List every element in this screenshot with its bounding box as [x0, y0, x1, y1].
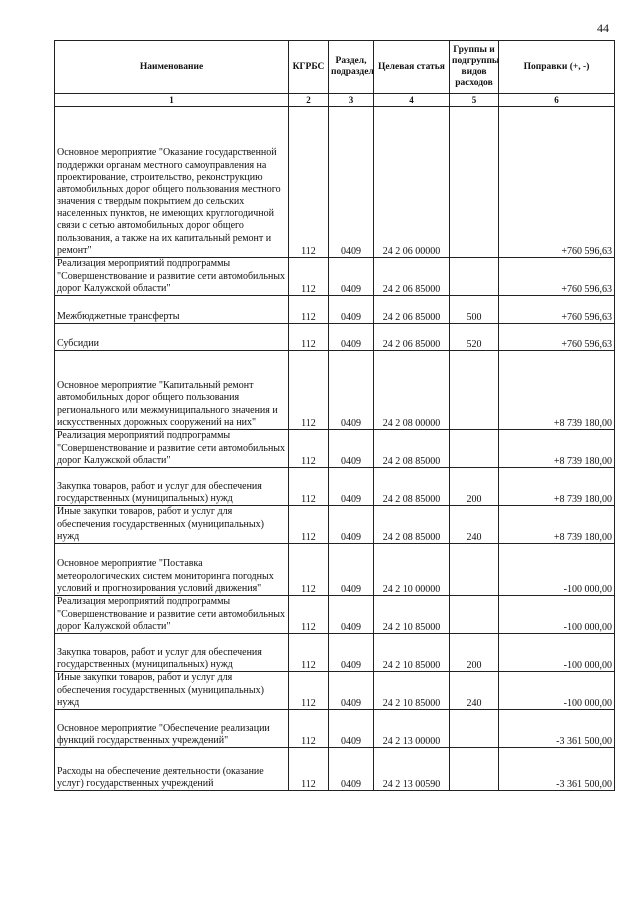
- row-target: 24 2 08 85000: [374, 430, 450, 468]
- row-amount: -3 361 500,00: [499, 710, 615, 748]
- row-name: Закупка товаров, работ и услуг для обеспечения государственных (муниципальных) нужд: [55, 634, 289, 672]
- table-row: [55, 544, 615, 596]
- column-number: 3: [329, 94, 374, 107]
- row-amount: +760 596,63: [499, 324, 615, 351]
- table-row: [55, 506, 615, 544]
- table-row: [55, 596, 615, 634]
- row-amount: +760 596,63: [499, 296, 615, 324]
- table-row: [55, 468, 615, 506]
- row-section: 0409: [329, 748, 374, 791]
- header-section: Раздел, подраздел: [329, 41, 374, 94]
- row-group: [450, 596, 499, 634]
- row-section: 0409: [329, 468, 374, 506]
- row-kgrbs: 112: [289, 672, 329, 710]
- row-amount: +8 739 180,00: [499, 468, 615, 506]
- row-name: Закупка товаров, работ и услуг для обеспечения государственных (муниципальных) нужд: [55, 468, 289, 506]
- table-row: [55, 351, 615, 430]
- row-group: 500: [450, 296, 499, 324]
- row-name: Иные закупки товаров, работ и услуг для обеспечения государственных (муниципальных) нужд: [55, 672, 289, 710]
- row-name: Расходы на обеспечение деятельности (оказание услуг) государственных учреждений: [55, 748, 289, 791]
- row-amount: +8 739 180,00: [499, 351, 615, 430]
- column-number: 5: [450, 94, 499, 107]
- row-name: Основное мероприятие "Оказание государственной поддержки органам местного самоуправления на проектирование, строительство, реконструкцию автомобильных дорог общего пользования местного значения с твердым покрытием до сельских населенных пунктов, не имеющих круглогодичной связи с сетью автомобильных дорог общего пользования, а также на их капитальный ремонт и ремонт": [55, 107, 289, 258]
- row-kgrbs: 112: [289, 506, 329, 544]
- row-amount: -100 000,00: [499, 634, 615, 672]
- row-amount: -3 361 500,00: [499, 748, 615, 791]
- row-target: 24 2 06 85000: [374, 324, 450, 351]
- row-group: [450, 544, 499, 596]
- table-row: [55, 710, 615, 748]
- row-section: 0409: [329, 710, 374, 748]
- row-name: Основное мероприятие "Обеспечение реализации функций государственных учреждений": [55, 710, 289, 748]
- row-amount: +8 739 180,00: [499, 506, 615, 544]
- column-number: 1: [55, 94, 289, 107]
- table-row: [55, 107, 615, 258]
- row-kgrbs: 112: [289, 296, 329, 324]
- row-section: 0409: [329, 634, 374, 672]
- row-target: 24 2 08 00000: [374, 351, 450, 430]
- row-amount: -100 000,00: [499, 672, 615, 710]
- row-target: 24 2 06 85000: [374, 258, 450, 296]
- row-amount: +760 596,63: [499, 107, 615, 258]
- table-row: [55, 296, 615, 324]
- row-section: 0409: [329, 596, 374, 634]
- row-kgrbs: 112: [289, 748, 329, 791]
- row-kgrbs: 112: [289, 324, 329, 351]
- row-target: 24 2 06 85000: [374, 296, 450, 324]
- row-target: 24 2 10 00000: [374, 544, 450, 596]
- row-target: 24 2 10 85000: [374, 634, 450, 672]
- row-group: [450, 258, 499, 296]
- row-target: 24 2 13 00000: [374, 710, 450, 748]
- table-row: [55, 672, 615, 710]
- row-kgrbs: 112: [289, 107, 329, 258]
- row-group: 520: [450, 324, 499, 351]
- column-number: 6: [499, 94, 615, 107]
- page-number: 44: [597, 21, 609, 35]
- row-section: 0409: [329, 544, 374, 596]
- row-amount: -100 000,00: [499, 544, 615, 596]
- row-group: [450, 107, 499, 258]
- header-row: [55, 41, 615, 94]
- row-kgrbs: 112: [289, 544, 329, 596]
- row-amount: +8 739 180,00: [499, 430, 615, 468]
- row-name: Реализация мероприятий подпрограммы "Совершенствование и развитие сети автомобильных дорог Калужской области": [55, 430, 289, 468]
- column-number: 2: [289, 94, 329, 107]
- row-kgrbs: 112: [289, 596, 329, 634]
- row-name: Иные закупки товаров, работ и услуг для обеспечения государственных (муниципальных) нужд: [55, 506, 289, 544]
- header-groups: Группы и подгруппы видов расходов: [450, 41, 499, 94]
- row-kgrbs: 112: [289, 634, 329, 672]
- row-section: 0409: [329, 107, 374, 258]
- row-target: 24 2 10 85000: [374, 672, 450, 710]
- budget-amendments-table: [54, 40, 615, 791]
- table-row: [55, 258, 615, 296]
- row-group: 240: [450, 672, 499, 710]
- row-amount: -100 000,00: [499, 596, 615, 634]
- row-target: 24 2 13 00590: [374, 748, 450, 791]
- row-section: 0409: [329, 672, 374, 710]
- row-group: [450, 710, 499, 748]
- row-name: Межбюджетные трансферты: [55, 296, 289, 324]
- row-section: 0409: [329, 324, 374, 351]
- row-group: [450, 430, 499, 468]
- header-name: Наименование: [55, 41, 289, 94]
- row-name: Основное мероприятие "Капитальный ремонт автомобильных дорог общего пользования регионального или межмуниципального значения и искусственных дорожных сооружений на них": [55, 351, 289, 430]
- row-group: 240: [450, 506, 499, 544]
- row-section: 0409: [329, 296, 374, 324]
- table-row: [55, 748, 615, 791]
- column-number: 4: [374, 94, 450, 107]
- row-target: 24 2 06 00000: [374, 107, 450, 258]
- row-group: [450, 748, 499, 791]
- row-group: 200: [450, 468, 499, 506]
- row-section: 0409: [329, 430, 374, 468]
- row-group: 200: [450, 634, 499, 672]
- row-kgrbs: 112: [289, 351, 329, 430]
- row-section: 0409: [329, 258, 374, 296]
- row-section: 0409: [329, 351, 374, 430]
- row-kgrbs: 112: [289, 468, 329, 506]
- row-amount: +760 596,63: [499, 258, 615, 296]
- row-name: Субсидии: [55, 324, 289, 351]
- row-group: [450, 351, 499, 430]
- row-name: Реализация мероприятий подпрограммы "Совершенствование и развитие сети автомобильных дорог Калужской области": [55, 596, 289, 634]
- table-row: [55, 324, 615, 351]
- table-row: [55, 430, 615, 468]
- row-target: 24 2 08 85000: [374, 506, 450, 544]
- header-amendments: Поправки (+, -): [499, 41, 615, 94]
- table-body: [55, 107, 615, 791]
- row-target: 24 2 10 85000: [374, 596, 450, 634]
- row-name: Реализация мероприятий подпрограммы "Совершенствование и развитие сети автомобильных дорог Калужской области": [55, 258, 289, 296]
- row-name: Основное мероприятие "Поставка метеорологических систем мониторинга погодных условий и прогнозирования условий движения": [55, 544, 289, 596]
- row-target: 24 2 08 85000: [374, 468, 450, 506]
- row-kgrbs: 112: [289, 430, 329, 468]
- row-kgrbs: 112: [289, 710, 329, 748]
- header-target: Целевая статья: [374, 41, 450, 94]
- row-kgrbs: 112: [289, 258, 329, 296]
- row-section: 0409: [329, 506, 374, 544]
- table-row: [55, 634, 615, 672]
- header-kgrbs: КГРБС: [289, 41, 329, 94]
- column-number-row: [55, 94, 615, 107]
